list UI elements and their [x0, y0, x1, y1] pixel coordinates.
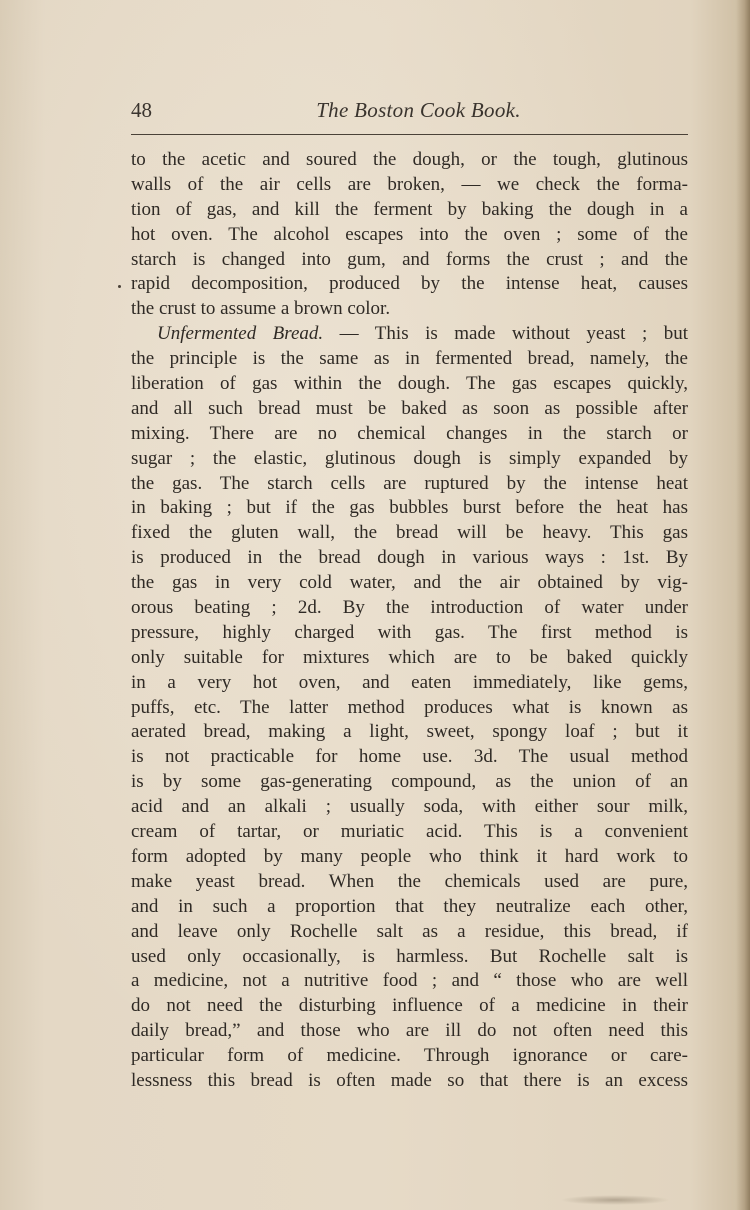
text-line: a medicine, not a nutritive food ; and “ those who are well [131, 970, 688, 992]
text-line: cream of tartar, or muriatic acid. This is a convenient [131, 821, 688, 843]
body-text [131, 148, 688, 1094]
run-in-heading: Unfermented Bread. [157, 323, 324, 345]
paragraph-first-line [131, 322, 688, 347]
text-line: mixing. There are no chemical changes in the starch or [131, 422, 688, 444]
text-line: lessness this bread is often made so that there is an excess [131, 1069, 688, 1091]
text-line: the gas. The starch cells are ruptured by the intense heat [131, 472, 688, 494]
text-line: the principle is the same as in fermented bread, namely, the [131, 348, 688, 370]
text-line: is not practicable for home use. 3d. The usual method [131, 746, 688, 768]
text-line: liberation of gas within the dough. The gas escapes quickly, [131, 373, 688, 395]
text-line: do not need the disturbing influence of a medicine in their [131, 995, 688, 1017]
text-line: hot oven. The alcohol escapes into the oven ; some of the [131, 223, 688, 245]
text-line: daily bread,” and those who are ill do not often need this [131, 1020, 688, 1042]
text-line: puffs, etc. The latter method produces what is known as [131, 696, 688, 718]
text-line: only suitable for mixtures which are to be baked quickly [131, 646, 688, 668]
text-line: acid and an alkali ; usually soda, with either sour milk, [131, 796, 688, 818]
text-line: fixed the gluten wall, the bread will be heavy. This gas [131, 522, 688, 544]
text-line: pressure, highly charged with gas. The first method is [131, 621, 688, 643]
running-title: The Boston Cook Book. [316, 98, 521, 122]
text-line: to the acetic and soured the dough, or the tough, glutinous [131, 149, 688, 170]
text-line: and leave only Rochelle salt as a residue, this bread, if [131, 920, 688, 942]
text-line: make yeast bread. When the chemicals used are pure, [131, 870, 688, 892]
page-smudge [560, 1195, 670, 1205]
text-line: in baking ; but if the gas bubbles burst before the heat has [131, 497, 688, 519]
text-line: aerated bread, making a light, sweet, spongy loaf ; but it [131, 721, 688, 743]
page-edge-shadow [736, 0, 750, 1210]
page-header [131, 98, 688, 128]
text-line: and all such bread must be baked as soon as possible after [131, 397, 688, 419]
text-line: walls of the air cells are broken, — we check the forma- [131, 173, 688, 195]
page-number: 48 [131, 98, 152, 122]
text-line: is produced in the bread dough in various ways : 1st. By [131, 547, 688, 569]
text-line: and in such a proportion that they neutralize each other, [131, 895, 688, 917]
paragraph-first-line-text: — This is made without yeast ; but [323, 323, 688, 345]
text-line: used only occasionally, is harmless. But Rochelle salt is [131, 945, 688, 967]
text-line: starch is changed into gum, and forms the crust ; and the [131, 248, 688, 270]
text-line: the gas in very cold water, and the air obtained by vig- [131, 572, 688, 594]
text-line: rapid decomposition, produced by the intense heat, causes [131, 273, 688, 295]
text-line: form adopted by many people who think it hard work to [131, 845, 688, 867]
text-line: particular form of medicine. Through ignorance or care- [131, 1045, 688, 1067]
stray-ink-dot [118, 285, 121, 288]
text-line: orous beating ; 2d. By the introduction of water under [131, 597, 688, 619]
text-line: is by some gas-generating compound, as the union of an [131, 771, 688, 793]
header-rule [131, 134, 688, 135]
text-line: in a very hot oven, and eaten immediately, like gems, [131, 671, 688, 693]
text-line: tion of gas, and kill the ferment by baking the dough in a [131, 198, 688, 220]
text-line: the crust to assume a brown color. [131, 298, 391, 320]
text-line: sugar ; the elastic, glutinous dough is simply expanded by [131, 447, 688, 469]
